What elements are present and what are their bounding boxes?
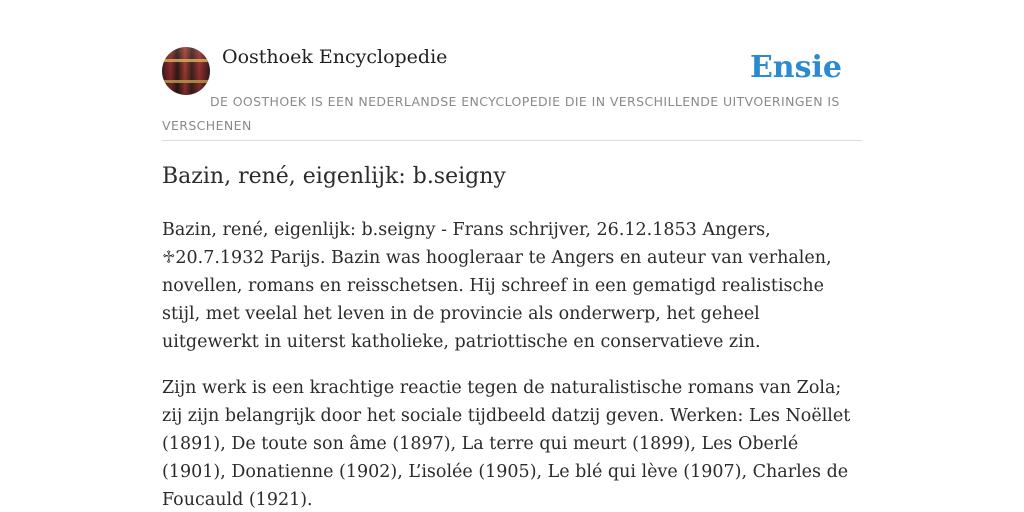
site-header [162, 0, 862, 141]
article-title: Bazin, rené, eigenlijk: b.seigny [162, 164, 506, 189]
avatar-shade-decoration [162, 47, 210, 95]
encyclopedia-avatar[interactable] [162, 47, 210, 95]
site-name-link[interactable]: Oosthoek Encyclopedie [222, 46, 448, 68]
article-paragraph: Zijn werk is een krachtige reactie tegen de naturalistische romans van Zola; zij zijn belangrijk door het sociale tijdbeeld datzij geven. Werken: Les Noëllet (1891), De toute son âme (1897), La terre qui meurt (1899), Les Oberlé (1901), Donatienne (1902), L’isolée (1905), Le blé qui lève (1907), Charles de Foucauld (1921). [162, 378, 851, 510]
site-tagline: DE OOSTHOEK IS EEN NEDERLANDSE ENCYCLOPEDIE DIE IN VERSCHILLENDE UITVOERINGEN IS VERSCHENEN [162, 94, 840, 133]
page-container [162, 0, 862, 510]
article-paragraph: Bazin, rené, eigenlijk: b.seigny - Frans schrijver, 26.12.1853 Angers, ♱20.7.1932 Parijs. Bazin was hoogleraar te Angers en auteur van verhalen, novellen, romans en reisschetsen. Hij schreef in een gematigd realistische stijl, met veelal het leven in de provincie als onderwerp, het geheel uitgewerkt in uiterst katholieke, patriottische en conservatieve zin. [162, 220, 832, 352]
ensie-logo-link[interactable]: Ensie [749, 50, 842, 85]
